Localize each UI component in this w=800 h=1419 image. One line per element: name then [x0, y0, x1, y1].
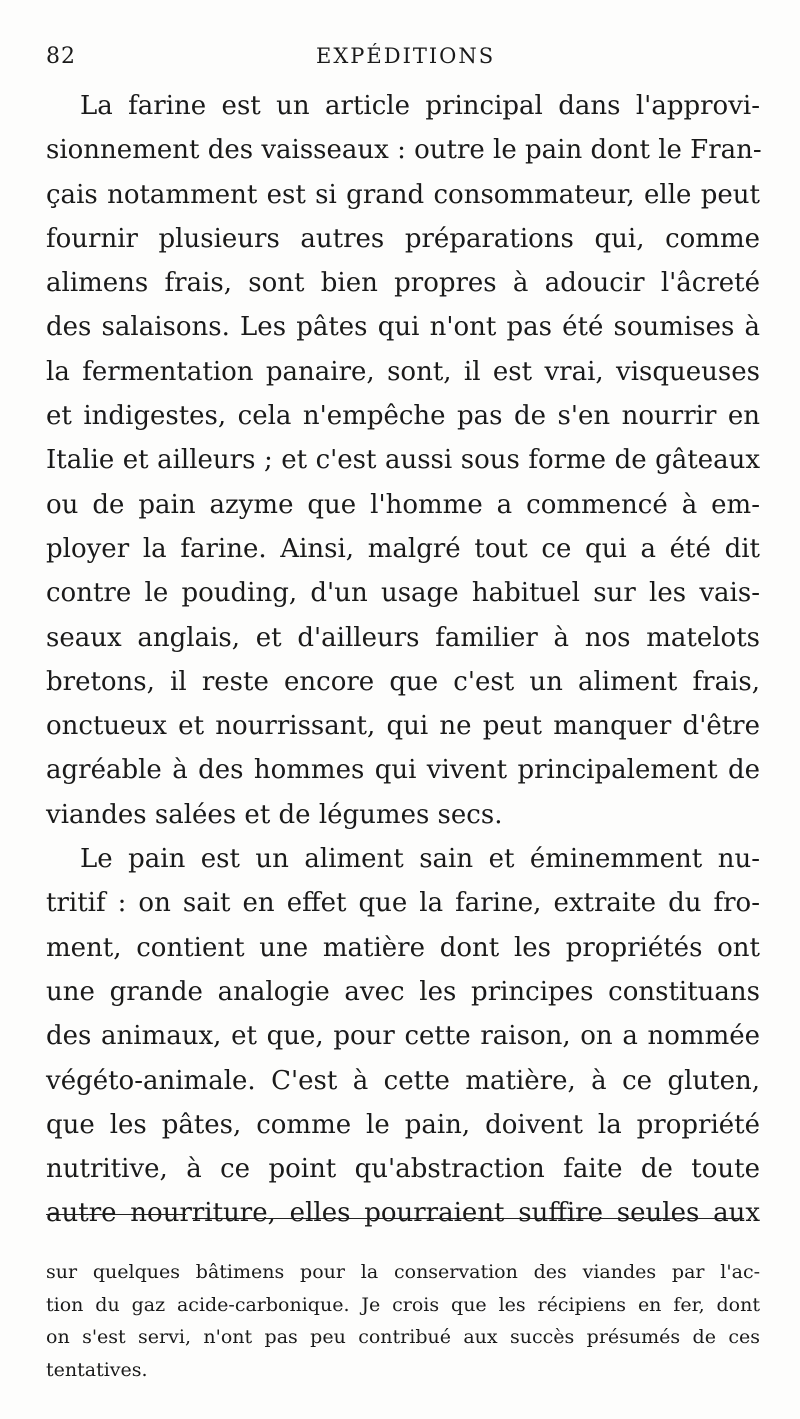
footnote-line: on s'est servi, n'ont pas peu contribué aux succès présumés de ces — [46, 1326, 760, 1348]
text-line: bretons, il reste encore que c'est un aliment frais, — [46, 666, 760, 697]
text-line: ployer la farine. Ainsi, malgré tout ce qui a été dit — [46, 533, 760, 564]
text-line: des animaux, et que, pour cette raison, on a nommée — [46, 1021, 760, 1052]
text-line: alimens frais, sont bien propres à adoucir l'âcreté — [46, 268, 760, 299]
running-title: EXPÉDITIONS — [316, 44, 496, 68]
footnote-rule-short — [46, 1214, 186, 1215]
text-line: la fermentation panaire, sont, il est vrai, visqueuses — [46, 356, 760, 387]
text-line: ou de pain azyme que l'homme a commencé à em- — [46, 489, 760, 520]
text-line: fournir plusieurs autres préparations qui, comme — [46, 223, 760, 254]
text-line: Italie et ailleurs ; et c'est aussi sous forme de gâteaux — [46, 445, 760, 476]
text-line: que les pâtes, comme le pain, doivent la propriété — [46, 1109, 760, 1140]
footnote-line: tentatives. — [46, 1358, 148, 1381]
text-line: contre le pouding, d'un usage habituel sur les vais- — [46, 578, 760, 609]
footnote — [46, 1256, 760, 1386]
text-line: tritif : on sait en effet que la farine, extraite du fro- — [46, 888, 760, 919]
footnote-line: tion du gaz acide-carbonique. Je crois que les récipiens en fer, dont — [46, 1293, 760, 1316]
page-header — [46, 44, 760, 74]
text-line: agréable à des hommes qui vivent principalement de — [46, 755, 760, 786]
text-line: des salaisons. Les pâtes qui n'ont pas été soumises à — [46, 312, 760, 343]
text-line: ment, contient une matière dont les propriétés ont — [46, 932, 760, 963]
footnote-rule-long — [192, 1218, 744, 1219]
text-line: nutritive, à ce point qu'abstraction faite de toute — [46, 1154, 760, 1185]
text-line: sionnement des vaisseaux : outre le pain dont le Fran- — [46, 135, 762, 166]
page-number: 82 — [46, 44, 76, 69]
text-line: une grande analogie avec les principes constituans — [46, 976, 760, 1007]
text-line: viandes salées et de légumes secs. — [46, 799, 503, 830]
text-line: Le pain est un aliment sain et éminemment nu- — [80, 844, 760, 875]
text-line: onctueux et nourrissant, qui ne peut manquer d'être — [46, 711, 760, 742]
text-line: végéto-animale. C'est à cette matière, à ce gluten, — [46, 1065, 760, 1096]
body-text — [46, 84, 760, 1236]
text-line: seaux anglais, et d'ailleurs familier à nos matelots — [46, 622, 760, 653]
text-line: La farine est un article principal dans l'approvi- — [80, 91, 760, 121]
text-line: çais notamment est si grand consommateur, elle peut — [46, 179, 760, 210]
footnote-line: sur quelques bâtimens pour la conservation des viandes par l'ac- — [46, 1261, 760, 1283]
text-line: autre nourriture, elles pourraient suffire seules aux — [46, 1198, 760, 1229]
text-line: et indigestes, cela n'empêche pas de s'en nourrir en — [46, 401, 760, 432]
